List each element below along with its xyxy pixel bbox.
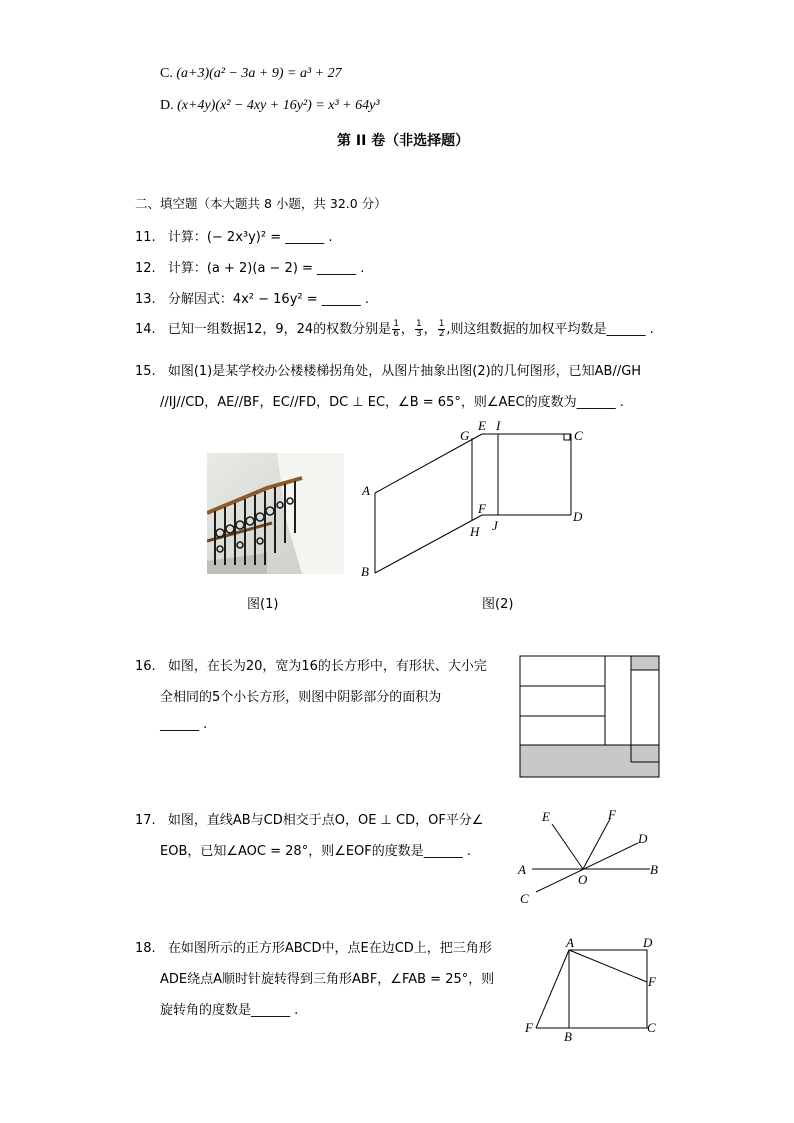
q14-number: 14. xyxy=(135,322,156,337)
label-C: C xyxy=(647,1020,656,1035)
staircase-photo xyxy=(207,453,344,574)
q14-frac-1: $\frac{1}{6}$ xyxy=(393,319,399,339)
q18-text-1: 在如图所示的正方形ABCD中，点E在边CD上，把三角形 xyxy=(167,941,492,956)
label-E: E xyxy=(542,809,550,824)
q13-text: 分解因式：4x² − 16y² = ______ . xyxy=(167,292,370,307)
q15-number: 15. xyxy=(135,364,156,379)
label-I: I xyxy=(496,418,501,433)
label-F: F xyxy=(608,807,616,822)
q11-number: 11. xyxy=(135,230,156,245)
label-C: C xyxy=(574,428,583,443)
q17-text-2: EOB，已知∠AOC = 28°，则∠EOF的度数是______ . xyxy=(160,844,472,859)
q16-text-3: ______ . xyxy=(160,717,208,732)
q15-text-2: //IJ//CD，AE//BF，EC//FD，DC ⊥ EC，∠B = 65°，则∠AEC的度数为______ . xyxy=(160,395,624,410)
q18-text-2: ADE绕点A顺时针旋转得到三角形ABF，∠FAB = 25°，则 xyxy=(160,972,495,987)
q17-text-1: 如图，直线AB与CD相交于点O，OE ⊥ CD，OF平分∠ xyxy=(167,813,484,828)
label-D: D xyxy=(638,831,648,846)
label-G: G xyxy=(460,428,470,443)
label-B: B xyxy=(361,564,369,579)
fig1-caption: 图(1) xyxy=(247,597,279,612)
label-H: H xyxy=(470,524,480,539)
q16-text-1: 如图，在长为20，宽为16的长方形中，有形状、大小完 xyxy=(167,659,487,674)
q18-number: 18. xyxy=(135,941,156,956)
option-c xyxy=(160,66,342,82)
question-14: 14. 已知一组数据12，9，24的权数分别是 $\frac{1}{6}$ ， $\frac{1}{3}$ ， $\frac{1}{2}$ ,则这组数据的加权平均数是______ . xyxy=(135,319,654,339)
q11-text: 计算：(− 2x³y)² = ______ . xyxy=(167,230,333,245)
label-O: O xyxy=(578,872,588,887)
label-C: C xyxy=(520,891,529,906)
option-d-label: D. xyxy=(160,98,174,113)
q14-pre: 已知一组数据12，9，24的权数分别是 xyxy=(167,322,392,337)
square-rotation-figure xyxy=(518,935,668,1047)
label-A: A xyxy=(362,483,370,498)
label-D: D xyxy=(573,509,583,524)
figure-2-geometry xyxy=(355,418,595,583)
option-d-expr: (x+4y)(x² − 4xy + 16y²) = x³ + 64y³ xyxy=(177,98,380,113)
label-D: D xyxy=(643,935,653,950)
intersecting-lines-figure xyxy=(510,805,665,910)
label-F: F xyxy=(478,501,486,516)
label-B: B xyxy=(650,862,658,877)
option-d xyxy=(160,98,380,114)
label-A: A xyxy=(518,862,526,877)
question-13 xyxy=(135,288,369,307)
label-F-left: F xyxy=(525,1020,533,1035)
q14-frac-2: $\frac{1}{3}$ xyxy=(415,319,422,339)
fig2-caption: 图(2) xyxy=(482,597,514,612)
section-heading: 二、填空题（本大题共 8 小题，共 32.0 分） xyxy=(135,196,387,211)
q13-number: 13. xyxy=(135,292,156,307)
q12-text: 计算：(a + 2)(a − 2) = ______ . xyxy=(167,261,365,276)
q14-frac-3: $\frac{1}{2}$ xyxy=(438,319,445,339)
question-15-line1 xyxy=(135,360,641,379)
q16-number: 16. xyxy=(135,659,156,674)
label-E: E xyxy=(478,418,486,433)
option-c-label: C. xyxy=(160,66,173,81)
q15-text-1: 如图(1)是某学校办公楼楼梯拐角处，从图片抽象出图(2)的几何图形，已知AB//GH xyxy=(167,364,642,379)
q14-post: ,则这组数据的加权平均数是______ . xyxy=(446,322,654,337)
option-c-expr: (a+3)(a² − 3a + 9) = a³ + 27 xyxy=(176,66,342,81)
part-title: 第 II 卷（非选择题） xyxy=(337,133,470,149)
q18-text-3: 旋转角的度数是______ . xyxy=(160,1003,299,1018)
question-16-line1 xyxy=(135,655,487,674)
label-B: B xyxy=(564,1029,572,1044)
label-J: J xyxy=(492,518,498,533)
question-17-line1 xyxy=(135,809,483,828)
rectangle-figure xyxy=(519,655,661,779)
q16-text-2: 全相同的5个小长方形，则图中阴影部分的面积为 xyxy=(160,690,442,705)
question-18-line1 xyxy=(135,937,492,956)
label-F-right: F xyxy=(648,974,656,989)
question-12 xyxy=(135,257,364,276)
q12-number: 12. xyxy=(135,261,156,276)
question-11 xyxy=(135,226,333,245)
q17-number: 17. xyxy=(135,813,156,828)
label-A: A xyxy=(566,935,574,950)
